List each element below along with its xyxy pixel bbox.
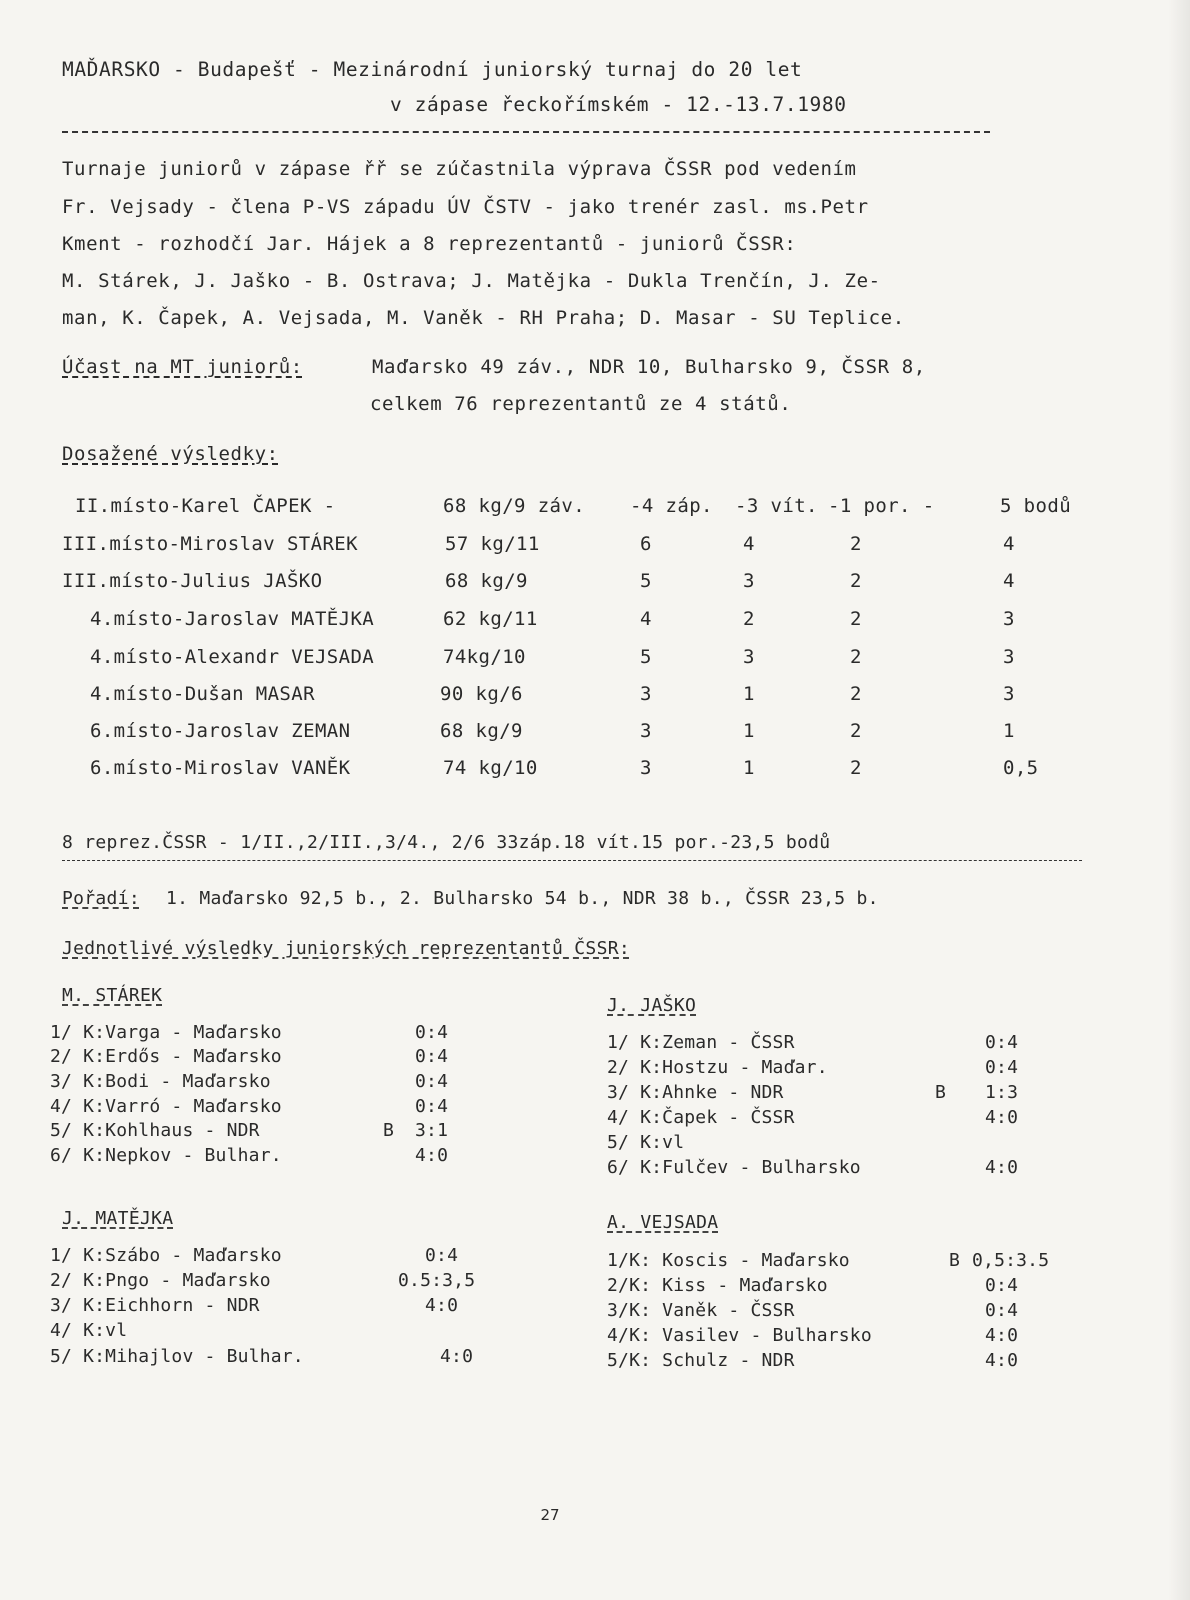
athlete-name: A. VEJSADA bbox=[607, 1212, 719, 1233]
result-bouts: 5 bbox=[640, 646, 652, 668]
header-divider bbox=[62, 131, 990, 133]
result-weight: 74kg/10 bbox=[443, 646, 526, 668]
result-points: 1 bbox=[1003, 720, 1015, 742]
match-score: 0:4 bbox=[415, 1022, 449, 1043]
result-wins: 1 bbox=[743, 720, 755, 742]
result-wins: 3 bbox=[743, 570, 755, 592]
athlete-name: M. STÁREK bbox=[62, 985, 163, 1006]
result-name: 6.místo-Miroslav VANĚK bbox=[90, 757, 351, 779]
result-losses: 2 bbox=[850, 683, 862, 705]
result-bouts: 6 bbox=[640, 533, 652, 555]
match-score: 4:0 bbox=[985, 1350, 1019, 1371]
result-name: 4.místo-Jaroslav MATĚJKA bbox=[90, 608, 375, 630]
result-losses: 2 bbox=[850, 570, 862, 592]
header-line-1: MAĎARSKO - Budapešť - Mezinárodní juniorský turnaj do 20 let bbox=[62, 58, 803, 81]
result-points: 3 bbox=[1003, 646, 1015, 668]
match-opponent: 5/ K:Kohlhaus - NDR bbox=[50, 1120, 260, 1141]
athlete-name: J. MATĚJKA bbox=[62, 1208, 174, 1229]
match-mark: B bbox=[383, 1120, 395, 1141]
page-number: 27 bbox=[540, 1506, 560, 1524]
match-score: 0:4 bbox=[985, 1275, 1019, 1296]
result-bouts: 3 bbox=[640, 683, 652, 705]
match-score: 0,5:3.5 bbox=[972, 1250, 1050, 1271]
page-edge-shadow bbox=[1168, 0, 1190, 1600]
result-losses: -1 por. - bbox=[828, 495, 935, 517]
result-weight: 90 kg/6 bbox=[440, 683, 523, 705]
match-opponent: 2/ K:Erdős - Maďarsko bbox=[50, 1046, 282, 1067]
result-bouts: 5 bbox=[640, 570, 652, 592]
match-score: 0:4 bbox=[985, 1032, 1019, 1053]
result-weight: 68 kg/9 bbox=[440, 720, 523, 742]
result-weight: 68 kg/9 bbox=[445, 570, 528, 592]
match-opponent: 1/ K:Varga - Maďarsko bbox=[50, 1022, 282, 1043]
athlete-name: J. JAŠKO bbox=[607, 995, 697, 1016]
match-mark: B bbox=[935, 1082, 947, 1103]
result-weight: 57 kg/11 bbox=[445, 533, 540, 555]
match-score: 0.5:3,5 bbox=[398, 1270, 476, 1291]
match-opponent: 6/ K:Fulčev - Bulharsko bbox=[607, 1157, 861, 1178]
result-points: 0,5 bbox=[1003, 757, 1039, 779]
summary-divider bbox=[62, 860, 1082, 861]
result-weight: 74 kg/10 bbox=[443, 757, 538, 779]
match-opponent: 5/ K:Mihajlov - Bulhar. bbox=[50, 1346, 304, 1367]
result-losses: 2 bbox=[850, 757, 862, 779]
header-line-2: v zápase řeckořímském - 12.-13.7.1980 bbox=[390, 93, 847, 116]
match-score: 4:0 bbox=[985, 1157, 1019, 1178]
match-score: 0:4 bbox=[415, 1071, 449, 1092]
result-losses: 2 bbox=[850, 646, 862, 668]
result-bouts: 3 bbox=[640, 757, 652, 779]
intro-line: Turnaje juniorů v zápase řř se zúčastnila výprava ČSSR pod vedením bbox=[62, 158, 857, 180]
result-wins: -3 vít. bbox=[735, 495, 818, 517]
result-bouts: 3 bbox=[640, 720, 652, 742]
match-opponent: 1/K: Koscis - Maďarsko bbox=[607, 1250, 850, 1271]
result-name: 6.místo-Jaroslav ZEMAN bbox=[90, 720, 351, 742]
match-score: 4:0 bbox=[440, 1346, 474, 1367]
match-opponent: 2/ K:Hostzu - Maďar. bbox=[607, 1057, 828, 1078]
match-score: 0:4 bbox=[985, 1057, 1019, 1078]
match-opponent: 6/ K:Nepkov - Bulhar. bbox=[50, 1145, 282, 1166]
match-opponent: 3/K: Vaněk - ČSSR bbox=[607, 1300, 795, 1321]
result-points: 4 bbox=[1003, 570, 1015, 592]
result-points: 3 bbox=[1003, 608, 1015, 630]
result-losses: 2 bbox=[850, 608, 862, 630]
match-opponent: 5/ K:vl bbox=[607, 1132, 685, 1153]
match-opponent: 5/K: Schulz - NDR bbox=[607, 1350, 795, 1371]
participation-line-2: celkem 76 reprezentantů ze 4 států. bbox=[370, 393, 792, 415]
result-name: 4.místo-Alexandr VEJSADA bbox=[90, 646, 375, 668]
match-score: 0:4 bbox=[415, 1046, 449, 1067]
result-points: 3 bbox=[1003, 683, 1015, 705]
result-losses: 2 bbox=[850, 720, 862, 742]
summary-line: 8 reprez.ČSSR - 1/II.,2/III.,3/4., 2/6 33záp.18 vít.15 por.-23,5 bodů bbox=[62, 832, 831, 853]
match-opponent: 4/ K:Varró - Maďarsko bbox=[50, 1096, 282, 1117]
result-name: III.místo-Miroslav STÁREK bbox=[62, 533, 358, 555]
result-wins: 3 bbox=[743, 646, 755, 668]
match-score: 4:0 bbox=[415, 1145, 449, 1166]
intro-line: Kment - rozhodčí Jar. Hájek a 8 reprezentantů - juniorů ČSSR: bbox=[62, 233, 797, 255]
match-opponent: 3/ K:Eichhorn - NDR bbox=[50, 1295, 260, 1316]
result-losses: 2 bbox=[850, 533, 862, 555]
match-score: 0:4 bbox=[425, 1245, 459, 1266]
individual-results-heading: Jednotlivé výsledky juniorských reprezentantů ČSSR: bbox=[62, 938, 630, 959]
match-score: 3:1 bbox=[415, 1120, 449, 1141]
match-score: 1:3 bbox=[985, 1082, 1019, 1103]
result-points: 5 bodů bbox=[1000, 495, 1072, 517]
result-wins: 1 bbox=[743, 683, 755, 705]
ranking-label: Pořadí: bbox=[62, 888, 140, 909]
match-opponent: 1/ K:Szábo - Maďarsko bbox=[50, 1245, 282, 1266]
result-wins: 1 bbox=[743, 757, 755, 779]
match-opponent: 3/ K:Ahnke - NDR bbox=[607, 1082, 784, 1103]
intro-line: Fr. Vejsady - člena P-VS západu ÚV ČSTV - jako trenér zasl. ms.Petr bbox=[62, 196, 869, 218]
match-score: 4:0 bbox=[425, 1295, 459, 1316]
result-bouts: 4 bbox=[640, 608, 652, 630]
result-name: III.místo-Julius JAŠKO bbox=[62, 570, 323, 592]
match-opponent: 3/ K:Bodi - Maďarsko bbox=[50, 1071, 271, 1092]
result-wins: 4 bbox=[743, 533, 755, 555]
result-bouts: -4 záp. bbox=[630, 495, 713, 517]
match-score: 0:4 bbox=[415, 1096, 449, 1117]
match-score: 0:4 bbox=[985, 1300, 1019, 1321]
participation-label: Účast na MT juniorů: bbox=[62, 356, 303, 378]
result-points: 4 bbox=[1003, 533, 1015, 555]
match-mark: B bbox=[949, 1250, 961, 1271]
result-name: 4.místo-Dušan MASAR bbox=[90, 683, 315, 705]
match-opponent: 4/ K:vl bbox=[50, 1320, 128, 1341]
results-heading: Dosažené výsledky: bbox=[62, 443, 279, 465]
match-opponent: 1/ K:Zeman - ČSSR bbox=[607, 1032, 795, 1053]
result-weight: 62 kg/11 bbox=[443, 608, 538, 630]
match-score: 4:0 bbox=[985, 1325, 1019, 1346]
result-name: II.místo-Karel ČAPEK - bbox=[75, 495, 336, 517]
match-opponent: 4/ K:Čapek - ČSSR bbox=[607, 1107, 795, 1128]
match-opponent: 2/K: Kiss - Maďarsko bbox=[607, 1275, 828, 1296]
match-score: 4:0 bbox=[985, 1107, 1019, 1128]
intro-line: man, K. Čapek, A. Vejsada, M. Vaněk - RH Praha; D. Masar - SU Teplice. bbox=[62, 307, 905, 329]
match-opponent: 4/K: Vasilev - Bulharsko bbox=[607, 1325, 872, 1346]
participation-line-1: Maďarsko 49 záv., NDR 10, Bulharsko 9, ČSSR 8, bbox=[372, 356, 926, 378]
result-wins: 2 bbox=[743, 608, 755, 630]
result-weight: 68 kg/9 záv. bbox=[443, 495, 586, 517]
intro-line: M. Stárek, J. Jaško - B. Ostrava; J. Matějka - Dukla Trenčín, J. Ze- bbox=[62, 270, 881, 292]
ranking-text: 1. Maďarsko 92,5 b., 2. Bulharsko 54 b., NDR 38 b., ČSSR 23,5 b. bbox=[166, 888, 879, 909]
match-opponent: 2/ K:Pngo - Maďarsko bbox=[50, 1270, 271, 1291]
